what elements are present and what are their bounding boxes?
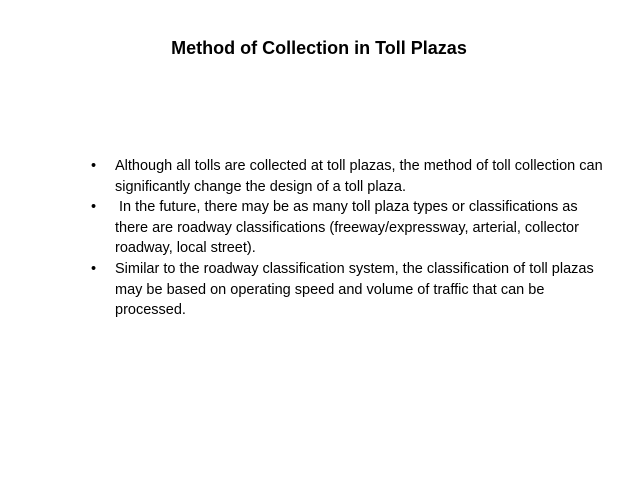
bullet-item <box>91 259 611 321</box>
bullet-icon: • <box>91 199 97 216</box>
bullet-icon: • <box>91 158 97 174</box>
bullet-text: Similar to the roadway classification system, the classification of toll plazas may be based on operating speed and volume of traffic that can be processed. <box>115 260 594 319</box>
bullet-text: Although all tolls are collected at toll plazas, the method of toll collection can significantly change the design of a toll plaza. <box>115 158 603 195</box>
bullet-item <box>91 197 611 259</box>
bullet-icon: • <box>91 260 97 277</box>
slide-title: Method of Collection in Toll Plazas <box>171 38 467 58</box>
bullet-item <box>91 156 611 197</box>
bullet-text: In the future, there may be as many toll plaza types or classifications as there are roadway classifications (freeway/expressway, arterial, collector roadway, local street). <box>115 199 583 257</box>
bullet-list <box>91 156 611 321</box>
